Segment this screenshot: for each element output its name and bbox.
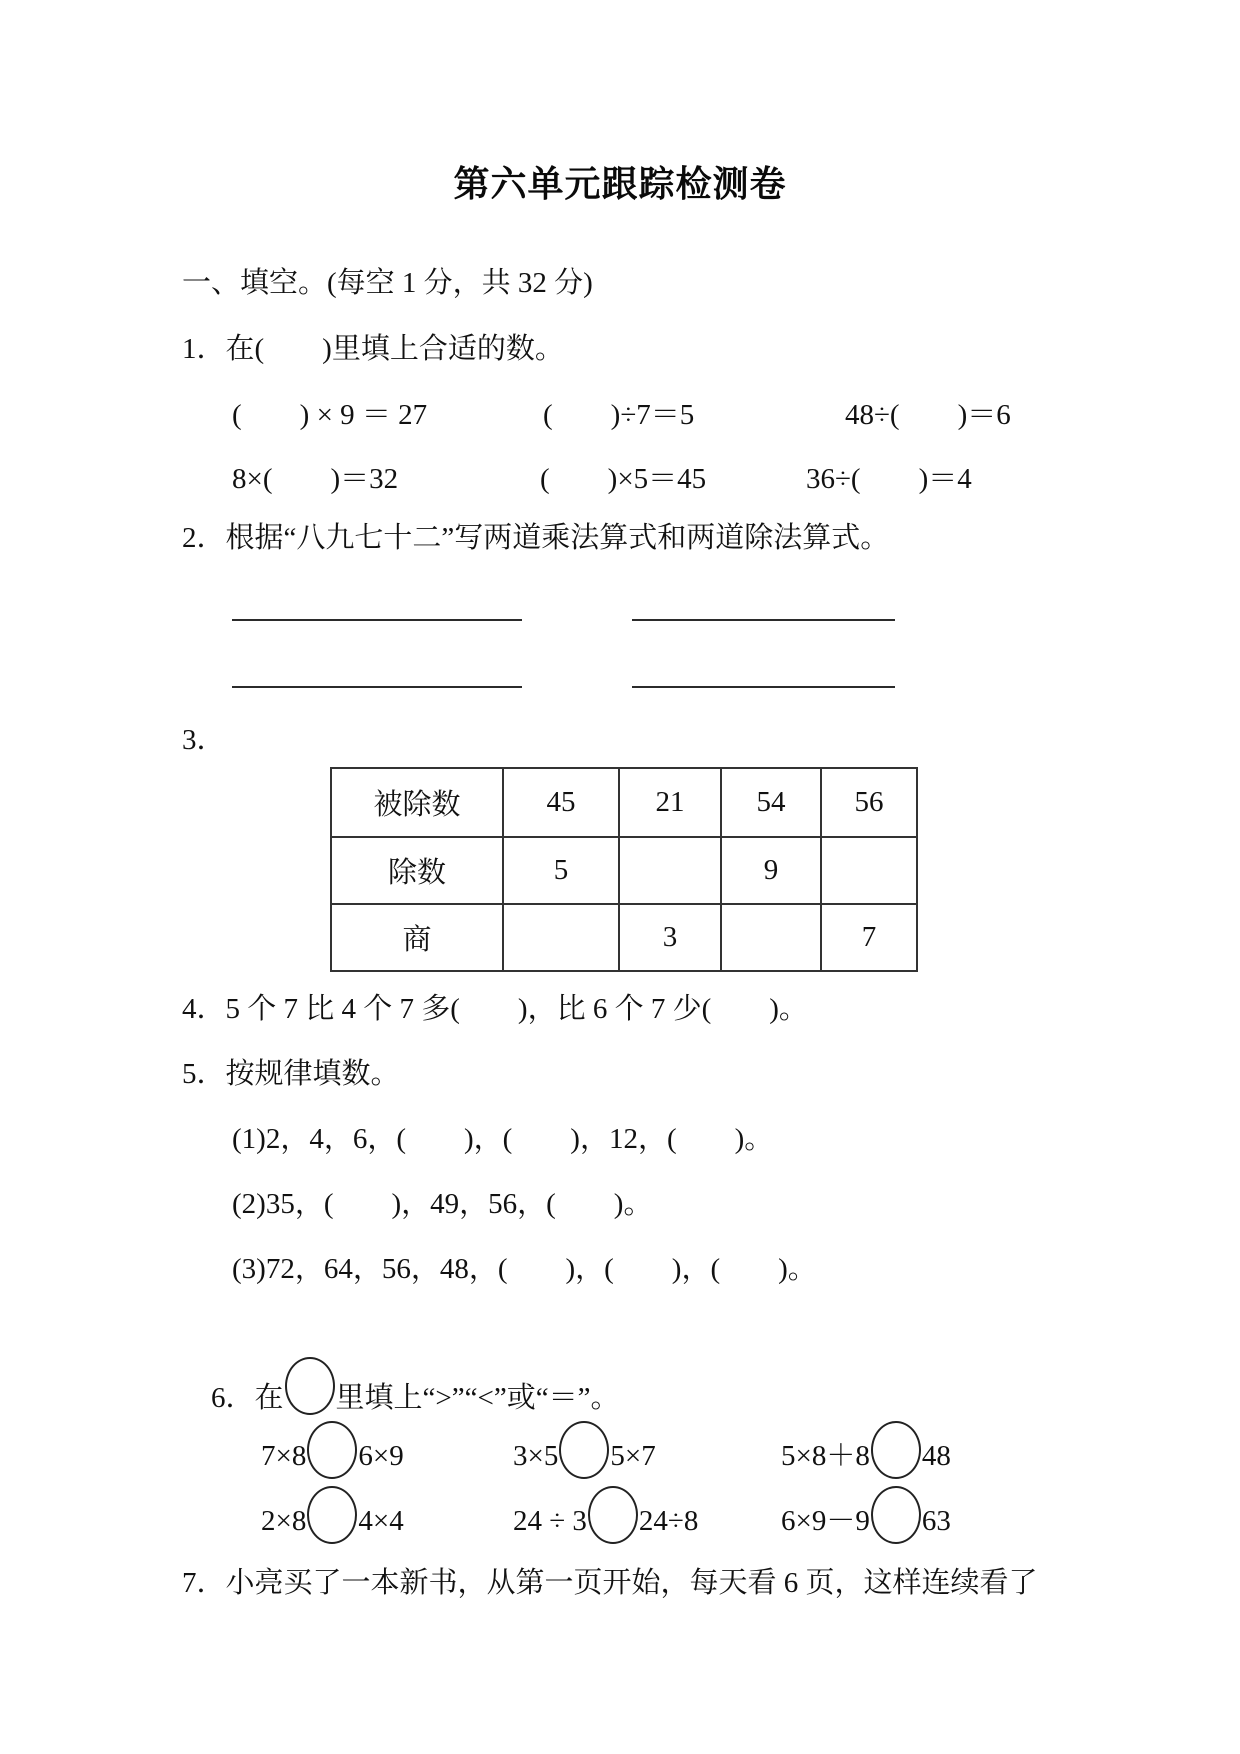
table-row-header: 被除数 <box>373 789 461 821</box>
table-cell: 45 <box>502 769 618 836</box>
q5-sequence-item[interactable]: (3)72，64，56，48，( )，( )，( )。 <box>232 1253 817 1285</box>
q6-left-expression: 7×8 <box>261 1440 307 1472</box>
q6-left-expression: 24 ÷ 3 <box>513 1505 587 1537</box>
table-cell: 3 <box>618 903 720 970</box>
section-heading: 一、填空。(每空 1 分，共 32 分) <box>182 267 593 299</box>
q6-right-expression: 63 <box>921 1505 951 1537</box>
comparison-circle[interactable] <box>588 1486 638 1544</box>
q6-right-expression: 5×7 <box>610 1440 656 1472</box>
q6-left-expression: 6×9－9 <box>781 1505 870 1537</box>
q6-right-expression: 4×4 <box>358 1505 404 1537</box>
question-7-label: 7．小亮买了一本新书，从第一页开始，每天看 6 页，这样连续看了 <box>182 1567 1038 1599</box>
q5-sequence-item[interactable]: (2)35，( )，49，56，( )。 <box>232 1188 653 1220</box>
q1-equation[interactable]: 36÷( )＝4 <box>806 463 972 495</box>
answer-blank-line[interactable] <box>632 686 895 688</box>
table-cell: 56 <box>820 769 916 836</box>
q6-right-expression: 24÷8 <box>638 1505 699 1537</box>
question-2-label: 2．根据“八九七十二”写两道乘法算式和两道除法算式。 <box>182 522 890 554</box>
page-title: 第六单元跟踪检测卷 <box>453 163 787 204</box>
table-row-header: 商 <box>332 903 502 970</box>
table-cell: 54 <box>720 769 820 836</box>
q6-right-expression: 48 <box>921 1440 951 1472</box>
q5-sequence-item[interactable]: (1)2，4，6，( )，( )，12，( )。 <box>232 1123 774 1155</box>
answer-blank-line[interactable] <box>232 619 522 621</box>
table-cell: 7 <box>820 903 916 970</box>
question-3-label: 3． <box>182 724 226 756</box>
question-5-label: 5．按规律填数。 <box>182 1058 400 1090</box>
q6-left-expression: 3×5 <box>513 1440 559 1472</box>
table-answer-cell[interactable] <box>720 903 820 970</box>
table-answer-cell[interactable] <box>618 836 720 903</box>
quotient-table <box>330 767 918 972</box>
q1-equation[interactable]: 8×( )＝32 <box>232 463 399 495</box>
table-row-header: 除数 <box>332 836 502 903</box>
q1-equation[interactable]: ( )÷7＝5 <box>543 399 695 431</box>
table-cell: 9 <box>720 836 820 903</box>
q1-equation[interactable]: 48÷( )＝6 <box>845 399 1011 431</box>
q6-left-expression: 5×8＋8 <box>781 1440 870 1472</box>
q6-label-prefix: 6．在 <box>211 1382 284 1414</box>
table-answer-cell[interactable] <box>820 836 916 903</box>
table-cell: 21 <box>618 769 720 836</box>
question-1-label: 1．在( )里填上合适的数。 <box>182 333 564 365</box>
q6-right-expression: 6×9 <box>358 1440 404 1472</box>
answer-blank-line[interactable] <box>632 619 895 621</box>
question-4-label[interactable]: 4．5 个 7 比 4 个 7 多( )，比 6 个 7 少( )。 <box>182 993 808 1025</box>
comparison-circle[interactable] <box>307 1486 357 1544</box>
q1-equation[interactable]: ( )×5＝45 <box>540 463 707 495</box>
q1-equation[interactable]: ( ) × 9 ＝ 27 <box>232 399 428 431</box>
q6-label-suffix: 里填上“>”“<”或“＝”。 <box>335 1382 620 1414</box>
q6-left-expression: 2×8 <box>261 1505 307 1537</box>
answer-blank-line[interactable] <box>232 686 522 688</box>
table-cell: 5 <box>502 836 618 903</box>
table-answer-cell[interactable] <box>502 903 618 970</box>
comparison-circle[interactable] <box>871 1486 921 1544</box>
